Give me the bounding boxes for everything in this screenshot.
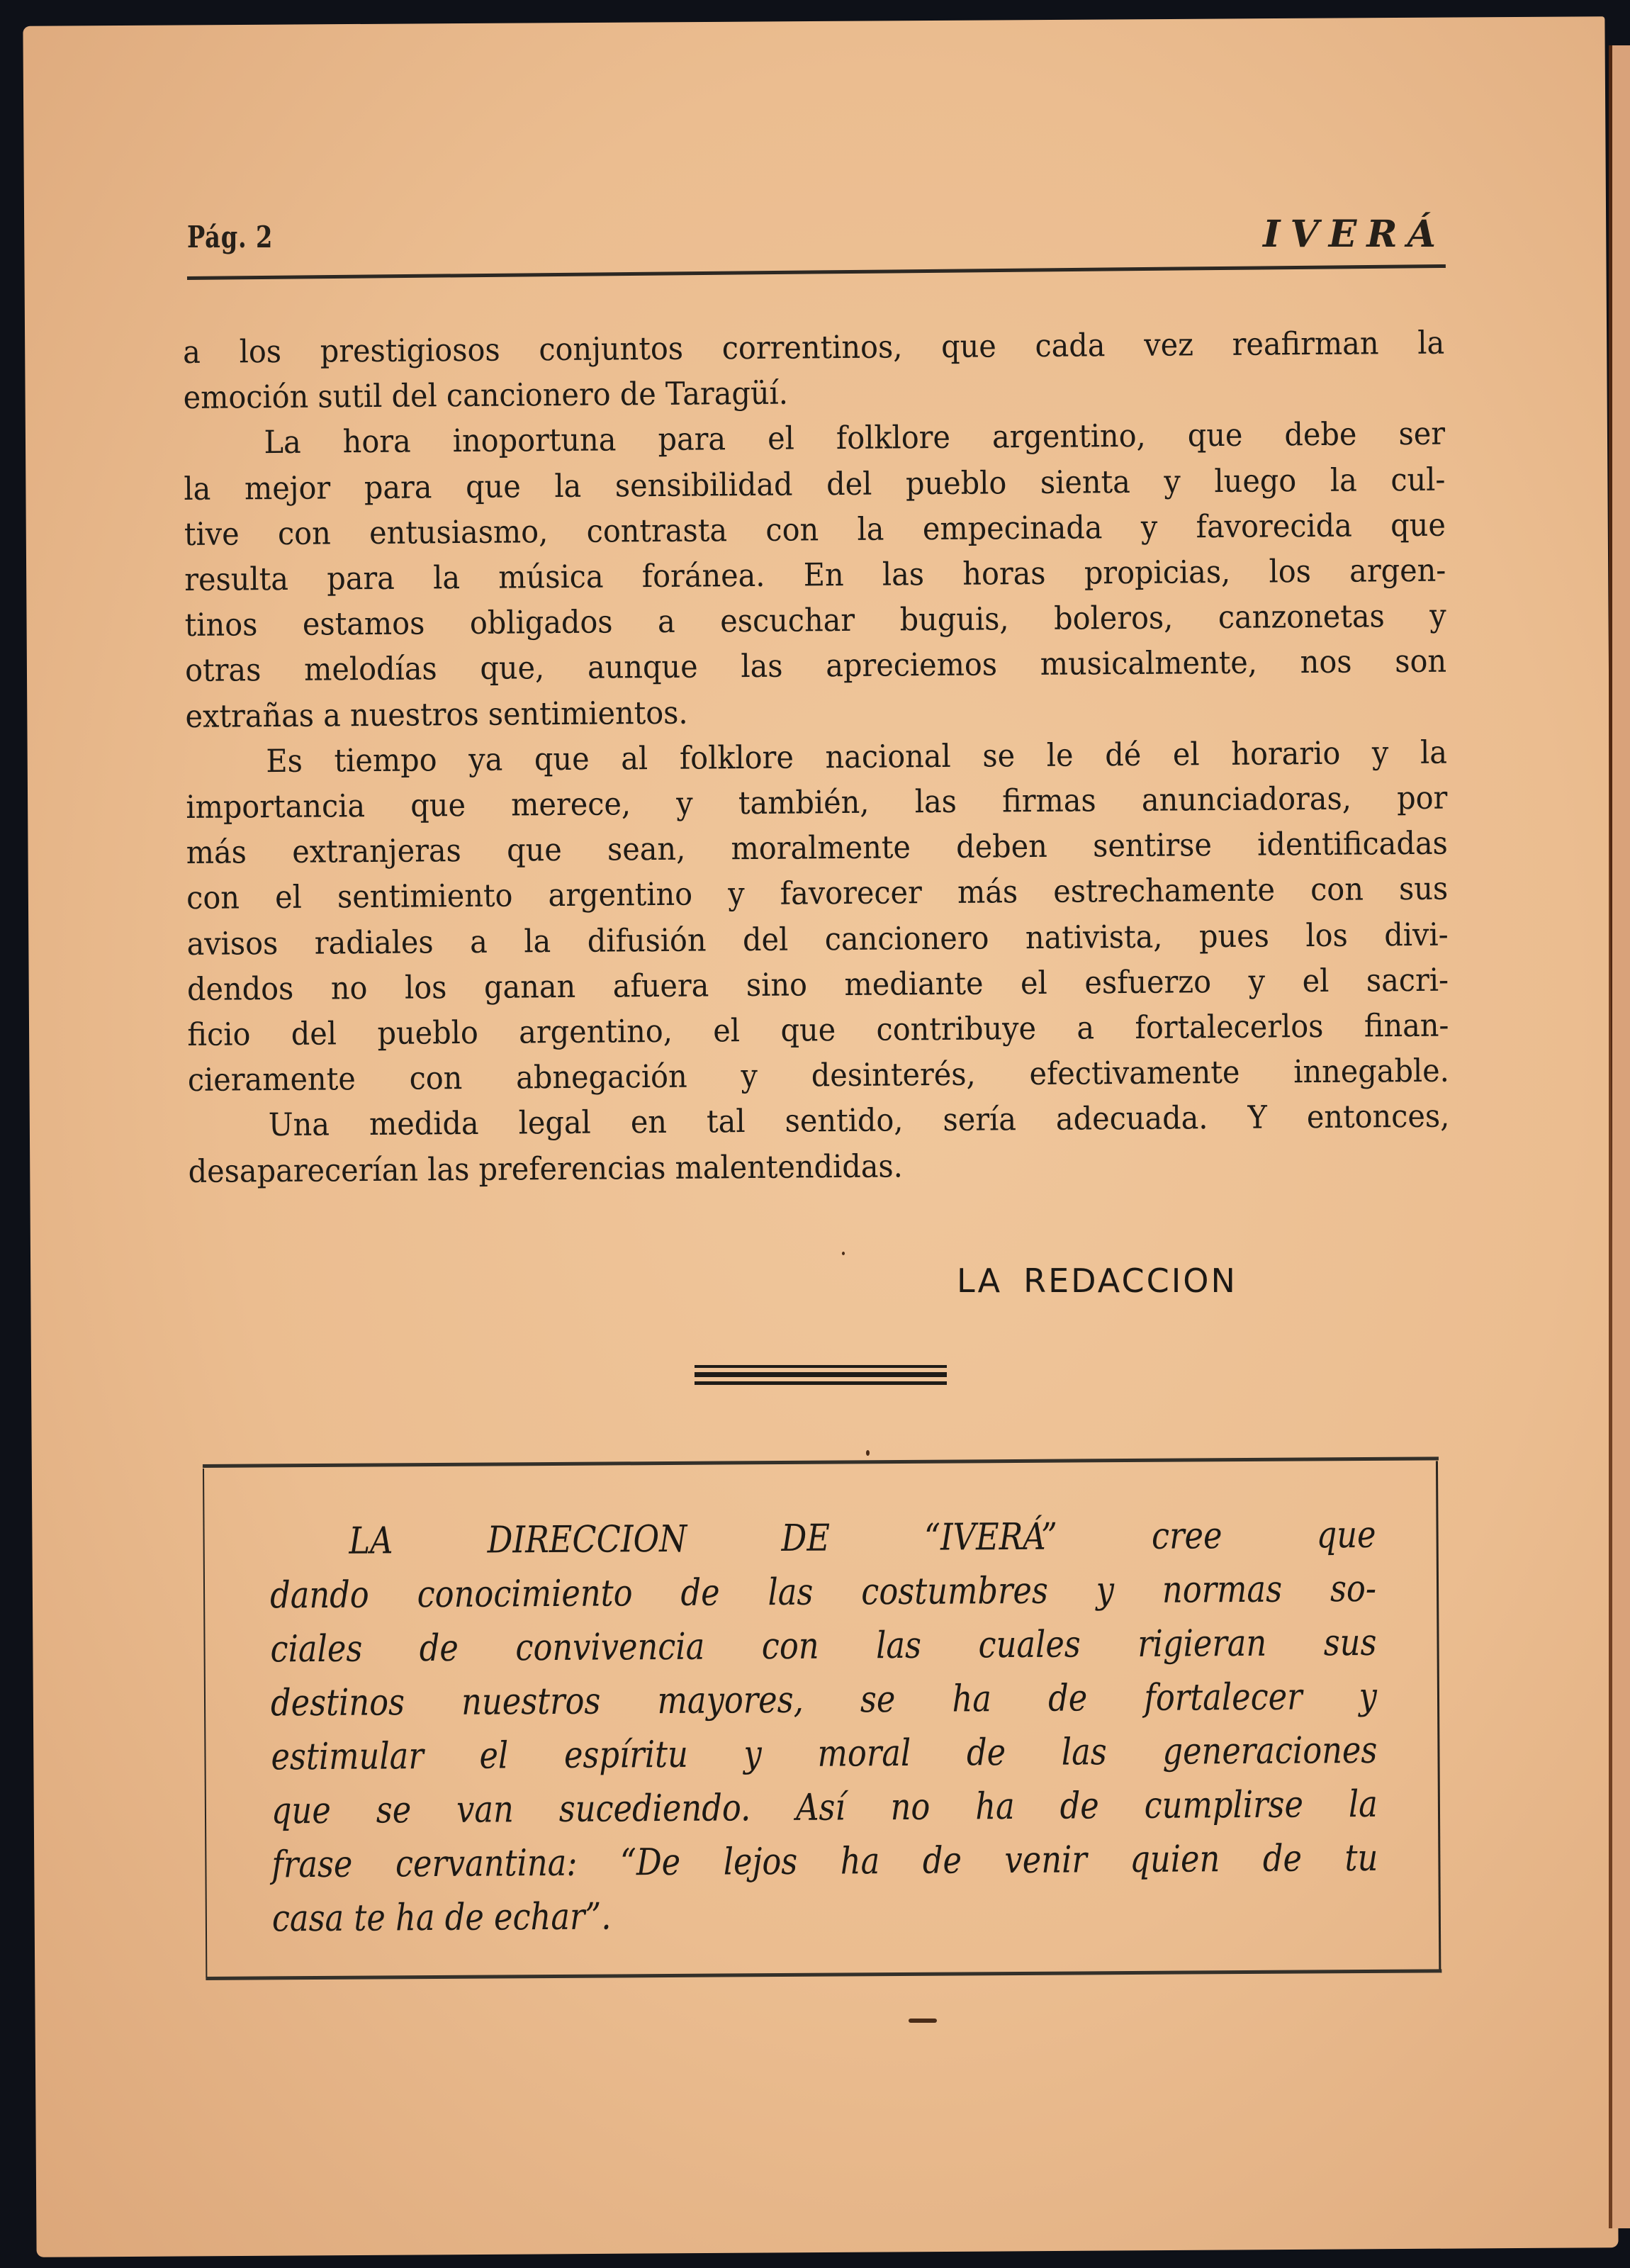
article-line: a los prestigiosos conjuntos correntinos, que cada vez reafirman la (183, 325, 1445, 371)
article-line: ficio del pueblo argentino, el que contribuye a fortalecerlos finan- (187, 1007, 1449, 1054)
section-divider-ornament (695, 1361, 947, 1389)
article-line: otras melodías que, aunque las apreciemos musicalmente, nos son (184, 644, 1447, 690)
article-body (183, 322, 1450, 1195)
article-line: la mejor para que la sensibilidad del pueblo sienta y luego la cul- (184, 461, 1446, 507)
notice-line: destinos nuestros mayores, se ha de fortalecer y (270, 1675, 1378, 1725)
article-line: La hora inoportuna para el folklore argentino, que debe ser (264, 416, 1446, 461)
paper-speck (909, 2019, 937, 2023)
notice-box (203, 1461, 1441, 1977)
paper-speck (866, 1450, 870, 1456)
page-number: Pág. 2 (187, 220, 274, 254)
article-line: desaparecerían las preferencias malentendidas. (188, 1148, 904, 1190)
signature-word: REDACCION (1023, 1262, 1237, 1300)
notice-line: que se van sucediendo. Así no ha de cumplirse la (271, 1783, 1378, 1833)
article-line: cieramente con abnegación y desinterés, efectivamente innegable. (187, 1052, 1450, 1099)
article-line: resulta para la música foránea. En las horas propicias, los argen- (184, 552, 1446, 599)
article-line: con el sentimiento argentino y favorecer más estrechamente con sus (186, 871, 1449, 917)
article-line: dendos no los ganan afuera sino mediante el esfuerzo y el sacri- (186, 962, 1449, 1008)
article-line: tive con entusiasmo, contrasta con la empecinada y favorecida que (184, 507, 1446, 553)
article-line: avisos radiales a la difusión del cancionero nativista, pues los divi- (186, 916, 1449, 962)
notice-line: ciales de convivencia con las cuales rigieran sus (270, 1621, 1377, 1671)
signature-word: LA (957, 1262, 1003, 1300)
article-signature (957, 1262, 1237, 1300)
article-line: extrañas a nuestros sentimientos. (185, 695, 688, 735)
article-line: importancia que merece, y también, las firmas anunciadoras, por (186, 780, 1448, 826)
notice-line: estimular el espíritu y moral de las generaciones (271, 1729, 1378, 1779)
book-spine-line (1609, 45, 1612, 2228)
article-line: Es tiempo ya que al folklore nacional se le dé el horario y la (266, 734, 1448, 780)
facing-page-edge (1612, 45, 1630, 2228)
masthead-title: IVERÁ (1263, 213, 1446, 256)
notice-text (269, 1509, 1378, 1946)
article-line: tinos estamos obligados a escuchar buguis, boleros, canzonetas y (184, 597, 1446, 644)
article-line: más extranjeras que sean, moralmente deben sentirse identificadas (186, 825, 1448, 872)
notice-line: frase cervantina: “De lejos ha de venir quien de tu (271, 1836, 1378, 1887)
notice-line: dando conocimiento de las costumbres y normas so- (269, 1567, 1377, 1617)
notice-line: LA DIRECCION DE “IVERÁ” cree que (349, 1513, 1376, 1563)
article-line: emoción sutil del cancionero de Taragüí. (183, 375, 789, 417)
article-line: Una medida legal en tal sentido, sería adecuada. Y entonces, (268, 1099, 1450, 1144)
paper-speck (842, 1252, 845, 1255)
notice-line: casa te ha de echar”. (271, 1895, 612, 1941)
page-header (187, 213, 1446, 269)
